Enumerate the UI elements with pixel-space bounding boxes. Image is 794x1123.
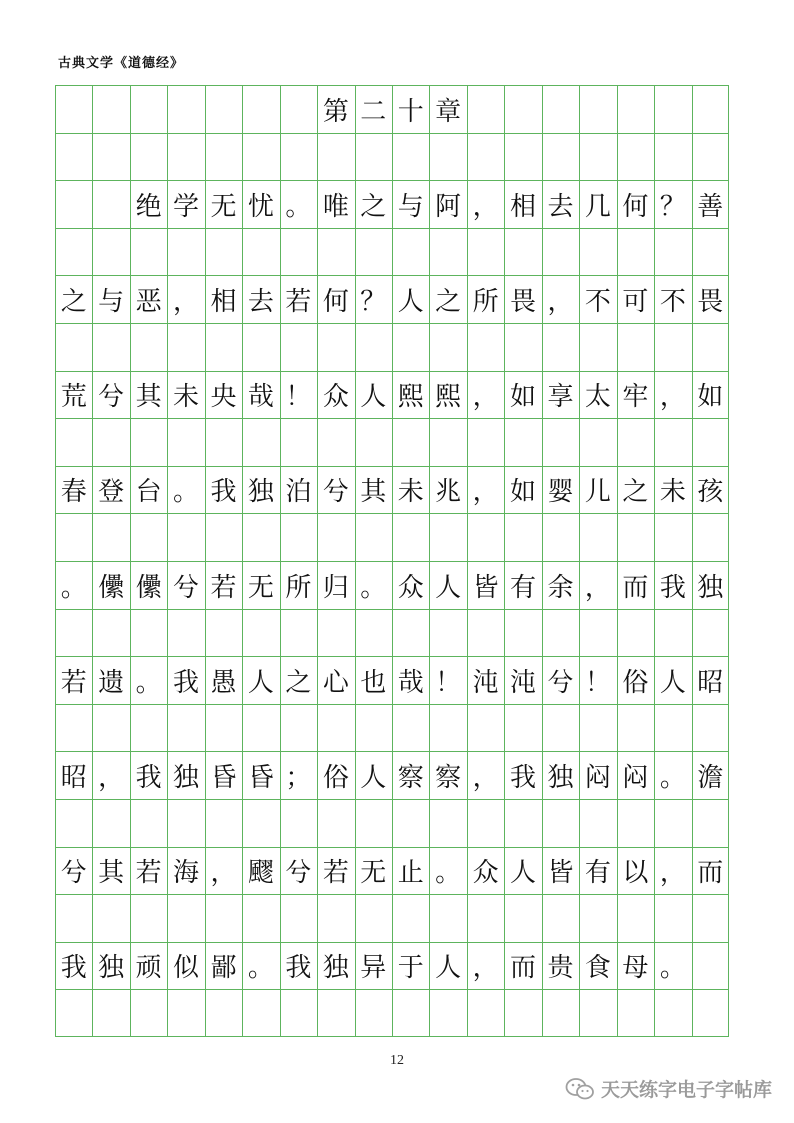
- character-cell: 母: [622, 953, 649, 984]
- character-cell: 如: [510, 382, 537, 413]
- character-cell: 余: [547, 572, 574, 603]
- character-cell: 沌: [472, 667, 499, 698]
- character-cell: 我: [60, 953, 87, 984]
- character-cell: 闷: [622, 762, 649, 793]
- character-cell: 婴: [547, 477, 574, 508]
- character-cell: 相: [210, 286, 237, 317]
- character-cell: 哉: [397, 667, 424, 698]
- chapter-title: [55, 85, 729, 133]
- character-cell: 阿: [435, 191, 462, 222]
- character-cell: 章: [435, 96, 462, 127]
- character-cell: 心: [322, 667, 349, 698]
- text-line: [55, 561, 729, 609]
- character-cell: ！: [584, 667, 611, 698]
- character-cell: 人: [510, 858, 537, 889]
- character-cell: 无: [210, 191, 237, 222]
- character-cell: 独: [697, 572, 724, 603]
- character-cell: 察: [397, 762, 424, 793]
- character-cell: ，: [584, 572, 611, 603]
- character-cell: ？: [659, 191, 686, 222]
- character-cell: 人: [659, 667, 686, 698]
- character-cell: 所: [472, 286, 499, 317]
- character-cell: 人: [435, 953, 462, 984]
- character-cell: 海: [173, 858, 200, 889]
- character-cell: 。: [360, 572, 387, 603]
- character-cell: 熙: [435, 382, 462, 413]
- character-cell: 而: [510, 953, 537, 984]
- character-cell: 沌: [510, 667, 537, 698]
- wechat-icon: [565, 1077, 595, 1101]
- character-cell: ？: [360, 286, 387, 317]
- character-cell: 牢: [622, 382, 649, 413]
- character-cell: 遗: [98, 667, 125, 698]
- character-cell: 贵: [547, 953, 574, 984]
- character-cell: 兮: [322, 477, 349, 508]
- character-cell: 唯: [322, 191, 349, 222]
- character-cell: 似: [173, 953, 200, 984]
- character-cell: 而: [697, 858, 724, 889]
- character-cell: 独: [98, 953, 125, 984]
- practice-grid: [55, 85, 729, 1037]
- character-cell: 去: [547, 191, 574, 222]
- character-cell: ，: [472, 477, 499, 508]
- character-cell: 其: [360, 477, 387, 508]
- character-cell: 之: [60, 286, 87, 317]
- character-cell: 人: [435, 572, 462, 603]
- character-cell: 不: [659, 286, 686, 317]
- character-cell: 兆: [435, 477, 462, 508]
- character-cell: 。: [659, 953, 686, 984]
- character-cell: ；: [285, 762, 312, 793]
- character-cell: 飂: [247, 858, 274, 889]
- character-cell: 昏: [210, 762, 237, 793]
- character-cell: 食: [584, 953, 611, 984]
- character-cell: 归: [322, 572, 349, 603]
- character-cell: 畏: [510, 286, 537, 317]
- character-cell: 俗: [622, 667, 649, 698]
- character-cell: 第: [322, 96, 349, 127]
- page-number: 12: [390, 1053, 404, 1068]
- character-cell: 忧: [247, 191, 274, 222]
- character-cell: 哉: [247, 382, 274, 413]
- text-line: [55, 656, 729, 704]
- character-cell: 兮: [173, 572, 200, 603]
- character-cell: ，: [472, 762, 499, 793]
- character-cell: 荒: [60, 382, 87, 413]
- character-cell: 。: [173, 477, 200, 508]
- character-cell: 顽: [135, 953, 162, 984]
- text-line: [55, 180, 729, 228]
- character-cell: 以: [622, 858, 649, 889]
- character-cell: 我: [135, 762, 162, 793]
- character-cell: 人: [360, 382, 387, 413]
- character-cell: 若: [210, 572, 237, 603]
- character-cell: 如: [510, 477, 537, 508]
- character-cell: ，: [98, 762, 125, 793]
- character-cell: 如: [697, 382, 724, 413]
- character-cell: 太: [584, 382, 611, 413]
- character-cell: 。: [135, 667, 162, 698]
- character-cell: 泊: [285, 477, 312, 508]
- character-cell: 我: [659, 572, 686, 603]
- character-cell: 学: [173, 191, 200, 222]
- character-cell: 俗: [322, 762, 349, 793]
- character-cell: 儽: [98, 572, 125, 603]
- character-cell: 愚: [210, 667, 237, 698]
- character-cell: 我: [510, 762, 537, 793]
- character-cell: 也: [360, 667, 387, 698]
- character-cell: 众: [472, 858, 499, 889]
- character-cell: 未: [659, 477, 686, 508]
- character-cell: 若: [322, 858, 349, 889]
- character-cell: 人: [360, 762, 387, 793]
- character-cell: 熙: [397, 382, 424, 413]
- character-cell: ，: [659, 382, 686, 413]
- character-cell: 。: [247, 953, 274, 984]
- character-cell: 独: [173, 762, 200, 793]
- character-cell: 绝: [135, 191, 162, 222]
- character-cell: 有: [510, 572, 537, 603]
- watermark: [565, 1075, 772, 1102]
- character-cell: ，: [210, 858, 237, 889]
- character-cell: 之: [435, 286, 462, 317]
- character-cell: 孩: [697, 477, 724, 508]
- text-line: [55, 751, 729, 799]
- character-cell: 二: [360, 96, 387, 127]
- character-cell: ，: [547, 286, 574, 317]
- character-cell: 。: [659, 762, 686, 793]
- watermark-text: 天天练字电子字帖库: [600, 1079, 772, 1101]
- text-line: [55, 371, 729, 419]
- text-line: [55, 847, 729, 895]
- character-cell: 昏: [247, 762, 274, 793]
- character-cell: 我: [173, 667, 200, 698]
- character-cell: 而: [622, 572, 649, 603]
- character-cell: ，: [472, 382, 499, 413]
- character-cell: 鄙: [210, 953, 237, 984]
- text-line: [55, 466, 729, 514]
- character-cell: 之: [622, 477, 649, 508]
- character-cell: 若: [285, 286, 312, 317]
- character-cell: 独: [322, 953, 349, 984]
- character-cell: 。: [435, 858, 462, 889]
- character-cell: 相: [510, 191, 537, 222]
- character-cell: 兮: [60, 858, 87, 889]
- character-cell: 其: [135, 382, 162, 413]
- character-cell: 几: [584, 191, 611, 222]
- character-cell: 兮: [547, 667, 574, 698]
- character-cell: 未: [397, 477, 424, 508]
- character-cell: 十: [397, 96, 424, 127]
- character-cell: ，: [472, 953, 499, 984]
- character-cell: ！: [285, 382, 312, 413]
- character-cell: 昭: [60, 762, 87, 793]
- character-cell: 我: [210, 477, 237, 508]
- character-cell: ，: [659, 858, 686, 889]
- character-cell: 何: [322, 286, 349, 317]
- character-cell: ！: [435, 667, 462, 698]
- character-cell: 昭: [697, 667, 724, 698]
- character-cell: 兮: [98, 382, 125, 413]
- character-cell: 独: [547, 762, 574, 793]
- character-cell: 于: [397, 953, 424, 984]
- character-cell: 不: [584, 286, 611, 317]
- character-cell: 皆: [472, 572, 499, 603]
- document-header: 古典文学《道德经》: [58, 56, 185, 71]
- character-cell: 所: [285, 572, 312, 603]
- character-cell: 皆: [547, 858, 574, 889]
- character-cell: 台: [135, 477, 162, 508]
- character-cell: 察: [435, 762, 462, 793]
- character-cell: 畏: [697, 286, 724, 317]
- character-cell: 其: [98, 858, 125, 889]
- character-cell: 何: [622, 191, 649, 222]
- character-cell: ，: [472, 191, 499, 222]
- character-cell: 未: [173, 382, 200, 413]
- character-cell: 春: [60, 477, 87, 508]
- character-cell: ，: [173, 286, 200, 317]
- character-cell: 之: [360, 191, 387, 222]
- text-line: [55, 942, 729, 990]
- character-cell: 兮: [285, 858, 312, 889]
- character-cell: 登: [98, 477, 125, 508]
- character-cell: 儿: [584, 477, 611, 508]
- character-cell: 享: [547, 382, 574, 413]
- character-cell: 可: [622, 286, 649, 317]
- character-cell: 若: [60, 667, 87, 698]
- character-cell: 与: [397, 191, 424, 222]
- character-cell: 去: [247, 286, 274, 317]
- character-cell: 众: [397, 572, 424, 603]
- character-cell: 若: [135, 858, 162, 889]
- character-cell: 澹: [697, 762, 724, 793]
- character-cell: 。: [60, 572, 87, 603]
- character-cell: 我: [285, 953, 312, 984]
- character-cell: 众: [322, 382, 349, 413]
- character-cell: 之: [285, 667, 312, 698]
- character-cell: 恶: [135, 286, 162, 317]
- character-cell: 止: [397, 858, 424, 889]
- character-cell: 。: [285, 191, 312, 222]
- character-cell: 异: [360, 953, 387, 984]
- character-cell: 善: [697, 191, 724, 222]
- text-line: [55, 275, 729, 323]
- character-cell: 无: [247, 572, 274, 603]
- character-cell: 无: [360, 858, 387, 889]
- character-cell: 人: [397, 286, 424, 317]
- character-cell: 儽: [135, 572, 162, 603]
- character-cell: 有: [584, 858, 611, 889]
- character-cell: 闷: [584, 762, 611, 793]
- character-cell: 独: [247, 477, 274, 508]
- character-cell: 央: [210, 382, 237, 413]
- character-cell: 与: [98, 286, 125, 317]
- character-cell: 人: [247, 667, 274, 698]
